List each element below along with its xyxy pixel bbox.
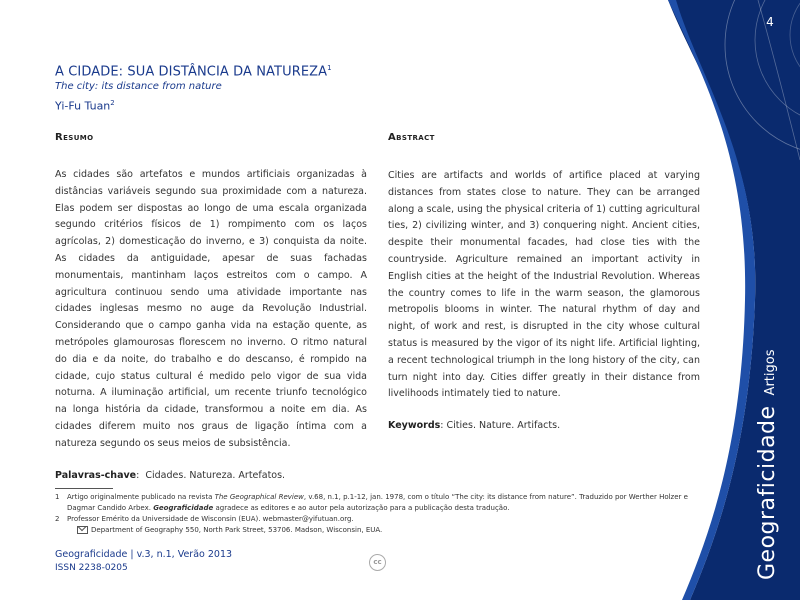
footnote-2-address [55, 525, 705, 536]
article-title-text: A CIDADE: SUA DISTÂNCIA DA NATUREZA [55, 64, 328, 80]
section-label: Artigos [763, 349, 778, 396]
article-author [55, 99, 115, 113]
title-footnote-marker: 1 [327, 64, 332, 72]
resumo-heading: Resumo [55, 132, 94, 143]
journal-side-brand [755, 350, 780, 580]
author-name: Yi-Fu Tuan [55, 99, 111, 113]
footnote-2 [55, 514, 705, 525]
footnote-1-number: 1 [55, 493, 60, 501]
envelope-icon [77, 526, 88, 534]
abstract-text: Cities are artifacts and worlds of artifice placed at varying distances from states close to nature. They can be arranged along a scale, using the physical criteria of 1) cutting agricultural ties, 2) civilizing winter, and 3) conquering night. Ancient cities, despite their monumental facades, had close ties with the countryside. Agriculture remained an important activity in English cities at the height of the Industrial Revolution. Whereas the country comes to life in the warm season, the glamorous metropolis blooms in winter. The natural rhythm of day and night, of work and rest, is disrupted in the city whose cultural status is measured by the vigor of its night life. Artificial lighting, a recent technological triumph in the long history of the city, can turn night into day. Cities differ greatly in their distance from livelihoods intimately tied to nature. [388, 170, 700, 400]
article-title [55, 64, 332, 79]
journal-issn: ISSN 2238-0205 [55, 563, 128, 573]
resumo-text: As cidades são artefatos e mundos artificiais organizadas à distâncias variáveis segundo sua proximidade com a natureza. Elas podem ser dispostas ao longo de uma escala organizada segundo critérios físicos de 1) rompimento com os laços agrícolas, 2) domesticação do inverno, e 3) conquista da noite. As cidades da antiguidade, apesar de suas fachadas monumentais, mantinham laços estreitos com o campo. A agricultura continuou sendo uma atividade importante nas cidades inglesas mesmo no auge da Revolução Industrial. Considerando que o campo ganha vida na estação quente, as metrópoles glamourosas florescem no inverno. O ritmo natural do dia e da noite, do trabalho e do descanso, é rompido na cidade, cujo status cultural é medido pelo vigor de sua vida noturna. A iluminação artificial, um recente triunfo tecnológico na longa história da cidade, transformou a noite em dia. As cidades diferem muito nos graus de ligação íntima com a natureza segundo os seus meios de subsistência. [55, 169, 367, 449]
footnote-separator [55, 488, 113, 489]
abstract-heading: Abstract [388, 132, 435, 143]
journal-brand-name: Geograficidade [755, 405, 780, 580]
footnote-2-text: Professor Emérito da Universidade de Wisconsin (EUA). webmaster@yifutuan.org. [67, 515, 354, 523]
resumo-keywords: Palavras-chave: Cidades. Natureza. Artefatos. [55, 469, 286, 481]
footnote-1 [55, 492, 705, 514]
footnote-1-text-c: agradece as editores e ao autor pela autorização para a publicação desta tradução. [213, 504, 510, 512]
footnote-2-number: 2 [55, 515, 60, 523]
footnote-2-address-text: Department of Geography 550, North Park Street, 53706. Madson, Wisconsin, EUA. [91, 526, 383, 534]
resumo-keywords-label: Palavras-chave [55, 469, 137, 481]
footnote-1-journal-name: Geograficidade [153, 504, 214, 512]
creative-commons-icon[interactable]: cc [369, 554, 386, 571]
resumo-keywords-list: Cidades. Natureza. Artefatos. [145, 469, 286, 481]
abstract-column [388, 132, 700, 431]
journal-citation: Geograficidade | v.3, n.1, Verão 2013 [55, 549, 233, 560]
page-number: 4 [766, 15, 774, 29]
author-footnote-marker: 2 [110, 99, 115, 107]
footnote-1-text-b: , v.68, n.1, p.1-12, jan. 1978, com o título “The city: its distance from nature”. Traduzido por Werther Holzer e Dagmar Candido Arbex. [67, 493, 688, 512]
resumo-column [55, 132, 367, 481]
footnote-1-journal: The Geographical Review [214, 493, 304, 501]
article-subtitle: The city: its distance from nature [55, 81, 222, 92]
footnotes [55, 492, 705, 536]
footnote-1-text: Artigo originalmente publicado na revista [67, 493, 215, 501]
abstract-keywords-list: Cities. Nature. Artifacts. [446, 420, 561, 432]
abstract-keywords-label: Keywords [388, 420, 441, 432]
abstract-keywords: Keywords: Cities. Nature. Artifacts. [388, 420, 561, 432]
